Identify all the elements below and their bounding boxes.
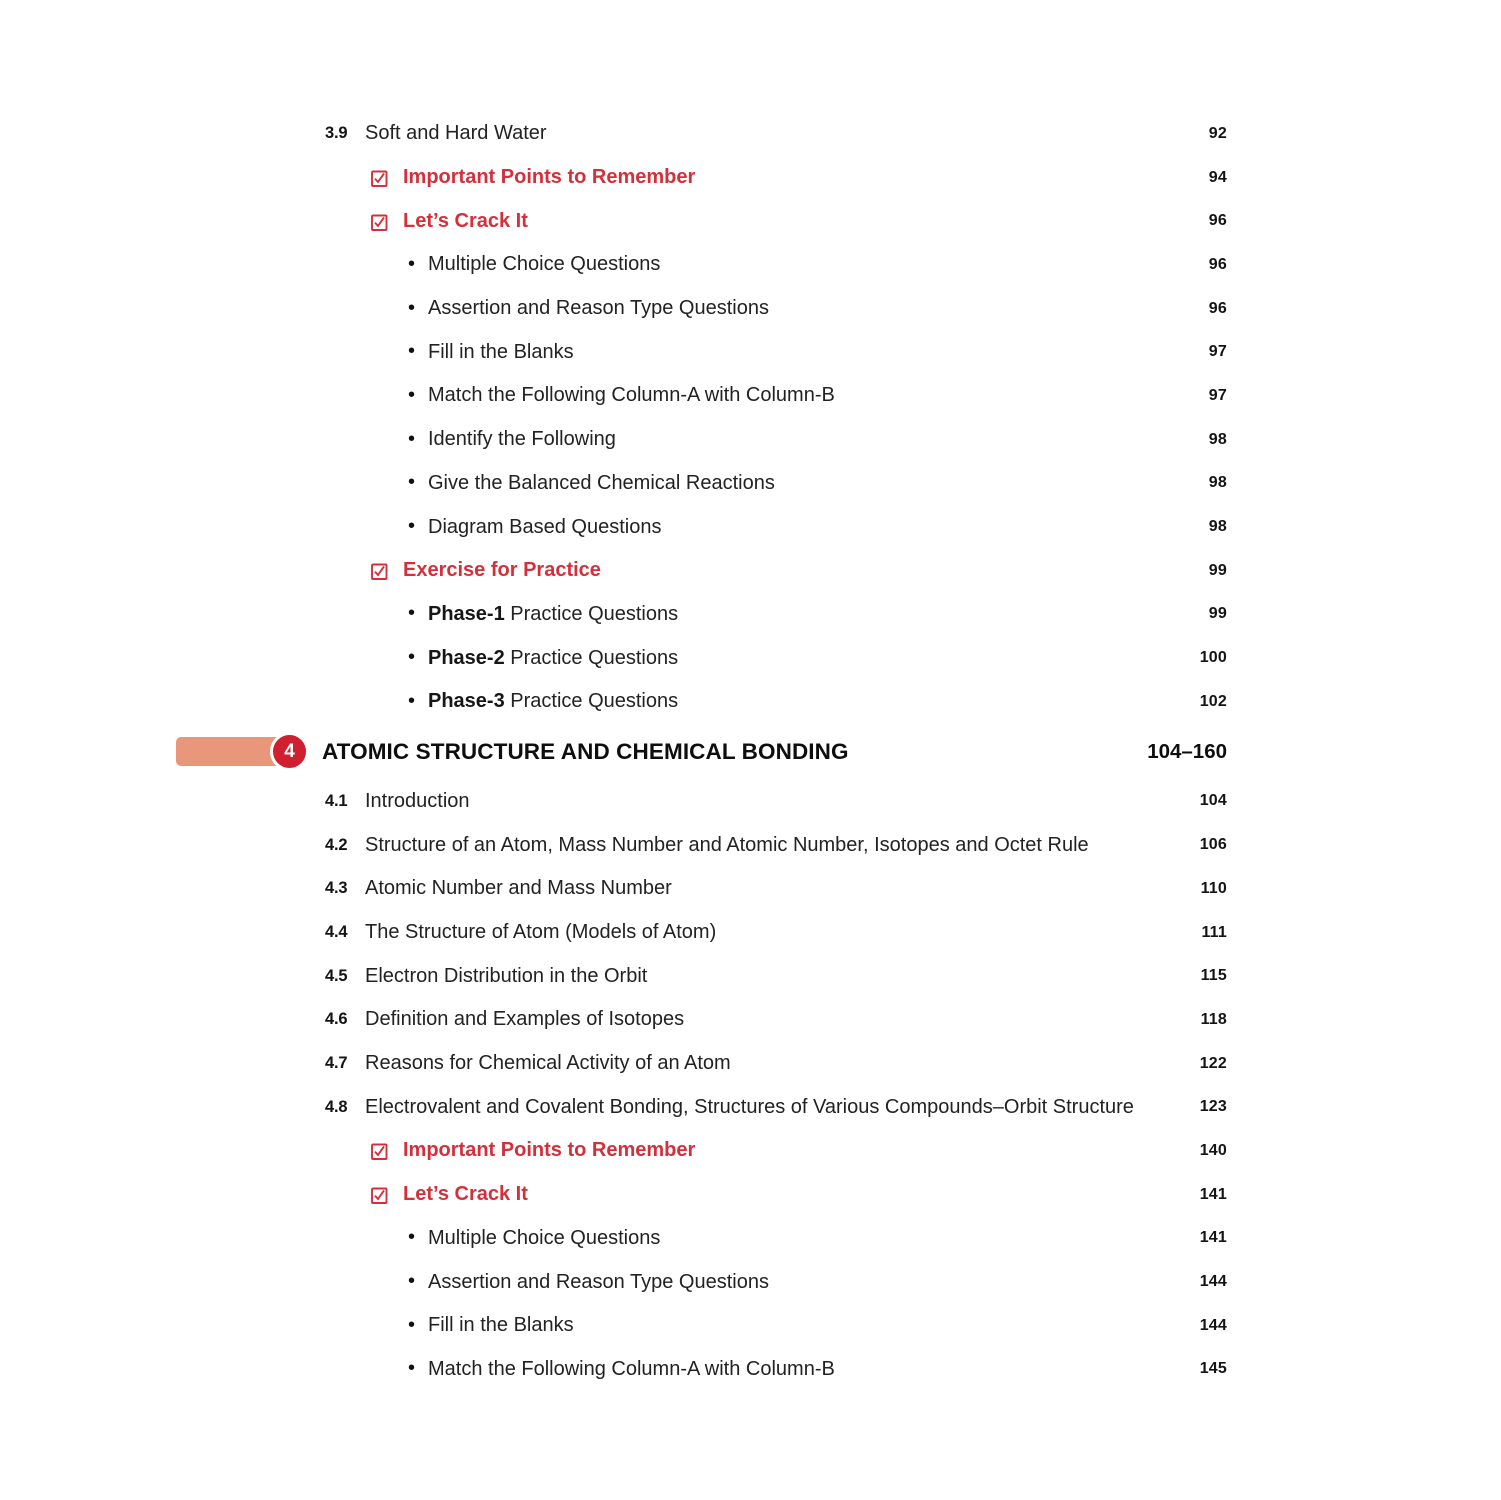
toc-row-section [0, 911, 1501, 955]
page-number: 94 [1208, 168, 1227, 186]
checkbox-check-icon [371, 170, 388, 187]
page-number: 92 [1208, 124, 1227, 142]
toc-row-bullet [0, 680, 1501, 724]
checkbox-icon [371, 170, 388, 187]
bullet-icon: • [408, 296, 416, 319]
heading-title: Let’s Crack It [403, 209, 528, 232]
page-number: 100 [1199, 649, 1227, 667]
checkbox-check-icon [371, 563, 388, 580]
toc-row-bullet [0, 287, 1501, 331]
checkbox-check-icon [371, 1143, 388, 1160]
toc-row-bullet [0, 1260, 1501, 1304]
heading-title: Exercise for Practice [403, 559, 601, 582]
bullet-icon: • [408, 471, 416, 494]
toc-row-bullet [0, 505, 1501, 549]
page-number: 96 [1208, 255, 1227, 273]
page-number: 97 [1208, 386, 1227, 404]
checkbox-icon [371, 214, 388, 231]
section-title: Introduction [365, 789, 470, 812]
bullet-title: Give the Balanced Chemical Reactions [428, 471, 775, 494]
page-number: 98 [1208, 518, 1227, 536]
page-number: 110 [1200, 879, 1227, 897]
toc-row-heading [0, 199, 1501, 243]
section-title: Soft and Hard Water [365, 122, 547, 145]
section-title: Structure of an Atom, Mass Number and Atomic Number, Isotopes and Octet Rule [365, 833, 1089, 856]
bullet-title: Multiple Choice Questions [428, 253, 661, 276]
section-number: 4.3 [325, 879, 348, 898]
section-number: 4.4 [325, 923, 348, 942]
chapter-number-badge: 4 [270, 732, 309, 771]
section-title: Electrovalent and Covalent Bonding, Structures of Various Compounds–Orbit Structure [365, 1095, 1134, 1118]
bullet-title: Match the Following Column-A with Column-B [428, 384, 835, 407]
toc-row-bullet [0, 593, 1501, 637]
section-number: 4.5 [325, 966, 348, 985]
bullet-icon: • [408, 646, 416, 669]
section-number: 4.6 [325, 1010, 348, 1029]
toc-row-section [0, 1085, 1501, 1129]
section-title: Definition and Examples of Isotopes [365, 1008, 685, 1031]
bullet-title: Identify the Following [428, 428, 616, 451]
toc-row-bullet [0, 1304, 1501, 1348]
toc-row-bullet [0, 1348, 1501, 1392]
toc-row-bullet [0, 374, 1501, 418]
toc-row-bullet [0, 462, 1501, 506]
bullet-icon: • [408, 383, 416, 406]
page-number: 99 [1208, 561, 1227, 579]
bullet-icon: • [408, 340, 416, 363]
toc-row-chapter [0, 724, 1501, 780]
page-number: 115 [1200, 967, 1227, 985]
chapter-page-range: 104–160 [1147, 739, 1227, 763]
bullet-icon: • [408, 1226, 416, 1249]
bullet-icon: • [408, 252, 416, 275]
page-number: 140 [1199, 1141, 1227, 1159]
chapter-title: ATOMIC STRUCTURE AND CHEMICAL BONDING [322, 738, 849, 764]
bullet-title: Assertion and Reason Type Questions [428, 1270, 769, 1293]
page-number: 99 [1208, 605, 1227, 623]
section-number: 4.2 [325, 835, 348, 854]
toc-row-bullet [0, 418, 1501, 462]
checkbox-icon [371, 1143, 388, 1160]
page-number: 104 [1199, 792, 1227, 810]
section-title: Electron Distribution in the Orbit [365, 964, 648, 987]
bullet-icon: • [408, 1270, 416, 1293]
toc-row-section [0, 823, 1501, 867]
toc-row-section [0, 112, 1501, 156]
section-number: 4.7 [325, 1054, 348, 1073]
bullet-title: Phase-3 Practice Questions [428, 690, 679, 713]
toc-row-section [0, 1042, 1501, 1086]
section-title: Reasons for Chemical Activity of an Atom [365, 1052, 731, 1075]
toc-row-heading [0, 1173, 1501, 1217]
page-number: 98 [1208, 430, 1227, 448]
page-number: 102 [1199, 692, 1227, 710]
checkbox-check-icon [371, 1187, 388, 1204]
bullet-title: Match the Following Column-A with Column-B [428, 1357, 835, 1380]
bullet-icon: • [408, 427, 416, 450]
page-number: 96 [1208, 212, 1227, 230]
bullet-icon: • [408, 602, 416, 625]
page-number: 144 [1199, 1273, 1227, 1291]
heading-title: Important Points to Remember [403, 166, 696, 189]
bullet-title: Fill in the Blanks [428, 340, 574, 363]
page-number: 145 [1199, 1360, 1227, 1378]
checkbox-icon [371, 1187, 388, 1204]
bullet-title: Assertion and Reason Type Questions [428, 297, 769, 320]
section-title: Atomic Number and Mass Number [365, 877, 672, 900]
toc-row-section [0, 954, 1501, 998]
toc-row-bullet [0, 636, 1501, 680]
section-number: 4.8 [325, 1097, 348, 1116]
toc-row-bullet [0, 243, 1501, 287]
heading-title: Let’s Crack It [403, 1183, 528, 1206]
bullet-title: Diagram Based Questions [428, 515, 662, 538]
page-number: 111 [1201, 923, 1227, 941]
toc-row-section [0, 867, 1501, 911]
heading-title: Important Points to Remember [403, 1139, 696, 1162]
bullet-title: Phase-2 Practice Questions [428, 646, 679, 669]
bullet-icon: • [408, 1313, 416, 1336]
section-number: 4.1 [325, 791, 348, 810]
bullet-title: Phase-1 Practice Questions [428, 602, 679, 625]
page-number: 106 [1199, 836, 1227, 854]
page-number: 141 [1199, 1185, 1227, 1203]
toc-row-heading [0, 549, 1501, 593]
bullet-icon: • [408, 689, 416, 712]
checkbox-check-icon [371, 214, 388, 231]
page-number: 123 [1199, 1098, 1227, 1116]
toc-row-section [0, 998, 1501, 1042]
section-number: 3.9 [325, 124, 348, 143]
bullet-title-bold: Phase-2 [428, 646, 511, 669]
toc-row-section [0, 780, 1501, 824]
bullet-icon: • [408, 515, 416, 538]
bullet-title: Multiple Choice Questions [428, 1226, 661, 1249]
page-number: 141 [1199, 1229, 1227, 1247]
bullet-title-bold: Phase-3 [428, 690, 511, 713]
page-number: 98 [1208, 474, 1227, 492]
bullet-title: Fill in the Blanks [428, 1314, 574, 1337]
toc-row-heading [0, 1129, 1501, 1173]
section-title: The Structure of Atom (Models of Atom) [365, 921, 717, 944]
page-number: 97 [1208, 343, 1227, 361]
toc-row-bullet [0, 330, 1501, 374]
checkbox-icon [371, 563, 388, 580]
bullet-icon: • [408, 1357, 416, 1380]
toc-row-bullet [0, 1217, 1501, 1261]
page-number: 122 [1199, 1054, 1227, 1072]
page-number: 144 [1199, 1316, 1227, 1334]
page-number: 118 [1200, 1010, 1227, 1028]
toc-row-heading [0, 156, 1501, 200]
bullet-title-bold: Phase-1 [428, 602, 511, 625]
page-number: 96 [1208, 299, 1227, 317]
